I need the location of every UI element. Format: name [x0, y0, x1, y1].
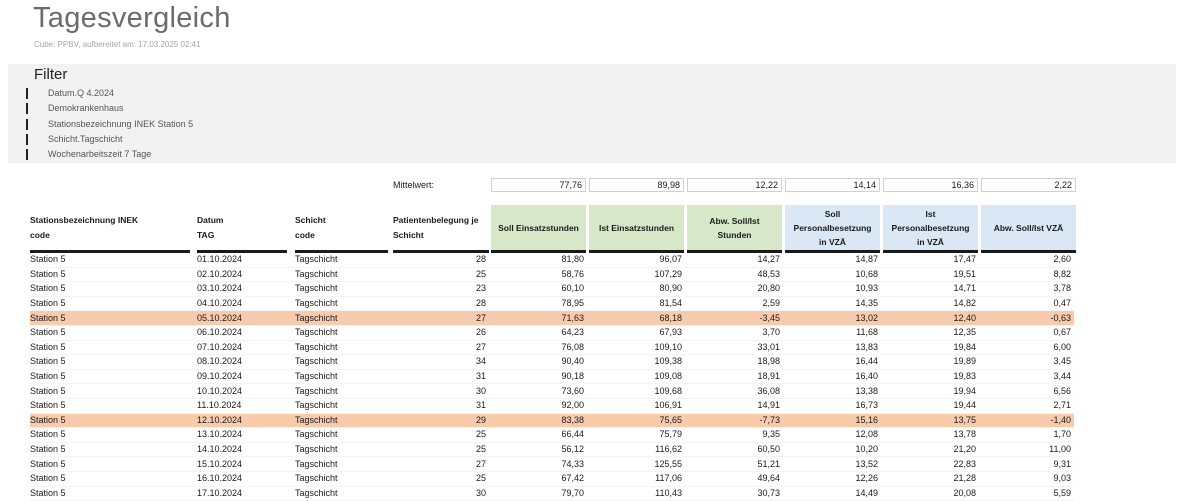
header-soll-stunden-line1: Soll Einsatzstunden	[498, 223, 579, 233]
cell-abw-vza: 6,56	[979, 384, 1074, 399]
cell-schicht: Tagschicht	[295, 413, 393, 428]
header-datum-line2: TAG	[197, 230, 215, 240]
cell-abw-vza: 2,60	[979, 253, 1074, 267]
table-row[interactable]	[30, 457, 1074, 472]
cell-soll-stunden: 76,08	[489, 340, 587, 355]
cell-abw-vza: 6,00	[979, 340, 1074, 355]
cell-abw-vza: 3,78	[979, 282, 1074, 297]
cell-schicht: Tagschicht	[295, 457, 393, 472]
cell-ist-vza: 14,82	[881, 296, 979, 311]
cell-ist-stunden: 117,06	[587, 471, 685, 486]
cell-datum: 11.10.2024	[197, 398, 295, 413]
cell-ist-vza: 12,40	[881, 311, 979, 326]
header-abw-stunden-line1: Abw. Soll/Ist	[709, 216, 760, 226]
cell-abw-vza: 5,59	[979, 486, 1074, 501]
cell-soll-stunden: 83,38	[489, 413, 587, 428]
header-datum-line1: Datum	[197, 215, 224, 225]
cell-schicht: Tagschicht	[295, 267, 393, 282]
cell-abw-vza: 0,47	[979, 296, 1074, 311]
cell-abw-stunden: 51,21	[685, 457, 783, 472]
cell-patienten: 28	[393, 296, 489, 311]
cell-station: Station 5	[30, 457, 197, 472]
header-abw-vza[interactable]	[981, 205, 1076, 251]
cell-abw-stunden: 30,73	[685, 486, 783, 501]
cell-abw-stunden: 18,98	[685, 355, 783, 370]
cell-ist-stunden: 116,62	[587, 442, 685, 457]
cell-soll-stunden: 90,18	[489, 369, 587, 384]
cell-soll-vza: 14,87	[783, 253, 881, 267]
table-body	[30, 253, 1074, 501]
table-row[interactable]	[30, 442, 1074, 457]
mittelwert-abw-vza: 2,22	[981, 178, 1076, 192]
cell-abw-stunden: 36,08	[685, 384, 783, 399]
cell-schicht: Tagschicht	[295, 384, 393, 399]
cell-abw-vza: 2,71	[979, 398, 1074, 413]
header-schicht-line2: code	[295, 230, 315, 240]
header-abw-stunden[interactable]	[687, 205, 782, 251]
cell-schicht: Tagschicht	[295, 398, 393, 413]
cell-soll-vza: 13,02	[783, 311, 881, 326]
table-row[interactable]	[30, 486, 1074, 501]
header-ist-vza-line3: in VZÄ	[917, 237, 944, 247]
cell-ist-vza: 19,89	[881, 355, 979, 370]
cell-soll-vza: 14,49	[783, 486, 881, 501]
cell-station: Station 5	[30, 325, 197, 340]
cell-datum: 10.10.2024	[197, 384, 295, 399]
cell-ist-stunden: 109,68	[587, 384, 685, 399]
cell-abw-stunden: 14,27	[685, 253, 783, 267]
filter-item-label: Demokrankenhaus	[48, 103, 124, 114]
cell-datum: 13.10.2024	[197, 428, 295, 443]
cell-soll-vza: 13,38	[783, 384, 881, 399]
cell-schicht: Tagschicht	[295, 471, 393, 486]
report-title: Tagesvergleich	[33, 2, 231, 34]
filter-item-label: Schicht.Tagschicht	[48, 133, 123, 144]
cell-abw-stunden: 3,70	[685, 325, 783, 340]
cell-abw-vza: 3,45	[979, 355, 1074, 370]
cell-ist-stunden: 68,18	[587, 311, 685, 326]
filter-item-label: Wochenarbeitszeit 7 Tage	[48, 149, 152, 160]
filter-marker	[26, 134, 28, 145]
cell-ist-vza: 12,35	[881, 325, 979, 340]
header-patienten[interactable]	[393, 205, 489, 251]
cell-soll-vza: 12,08	[783, 428, 881, 443]
cell-soll-stunden: 56,12	[489, 442, 587, 457]
cell-station: Station 5	[30, 398, 197, 413]
filter-title: Filter	[34, 66, 68, 83]
cell-ist-stunden: 75,65	[587, 413, 685, 428]
cell-datum: 17.10.2024	[197, 486, 295, 501]
cell-abw-vza: 3,44	[979, 369, 1074, 384]
cell-datum: 09.10.2024	[197, 369, 295, 384]
cell-patienten: 34	[393, 355, 489, 370]
cell-schicht: Tagschicht	[295, 340, 393, 355]
cell-schicht: Tagschicht	[295, 486, 393, 501]
cell-ist-stunden: 81,54	[587, 296, 685, 311]
cell-soll-stunden: 64,23	[489, 325, 587, 340]
mittelwert-ist-vza: 16,36	[883, 178, 978, 192]
cell-schicht: Tagschicht	[295, 311, 393, 326]
cell-schicht: Tagschicht	[295, 428, 393, 443]
cell-abw-stunden: 33,01	[685, 340, 783, 355]
cell-ist-vza: 17,47	[881, 253, 979, 267]
cell-patienten: 25	[393, 267, 489, 282]
cell-soll-vza: 13,52	[783, 457, 881, 472]
cell-schicht: Tagschicht	[295, 325, 393, 340]
filter-item[interactable]	[26, 86, 193, 101]
cell-ist-vza: 19,94	[881, 384, 979, 399]
cell-patienten: 23	[393, 282, 489, 297]
cell-abw-stunden: 20,80	[685, 282, 783, 297]
cell-soll-stunden: 78,95	[489, 296, 587, 311]
table-row[interactable]	[30, 340, 1074, 355]
filter-item[interactable]	[26, 132, 193, 147]
cell-abw-stunden: 2,59	[685, 296, 783, 311]
cell-ist-stunden: 96,07	[587, 253, 685, 267]
cell-schicht: Tagschicht	[295, 355, 393, 370]
cell-abw-stunden: 49,64	[685, 471, 783, 486]
filter-marker	[26, 149, 28, 160]
cell-station: Station 5	[30, 296, 197, 311]
cell-ist-vza: 13,75	[881, 413, 979, 428]
cell-datum: 05.10.2024	[197, 311, 295, 326]
header-soll-vza-line1: Soll	[824, 209, 841, 219]
cell-station: Station 5	[30, 486, 197, 501]
filter-list	[26, 86, 193, 162]
cell-patienten: 26	[393, 325, 489, 340]
header-schicht[interactable]	[295, 205, 385, 251]
cell-soll-vza: 10,68	[783, 267, 881, 282]
cell-station: Station 5	[30, 442, 197, 457]
cell-soll-vza: 10,20	[783, 442, 881, 457]
cell-soll-vza: 11,68	[783, 325, 881, 340]
cell-datum: 02.10.2024	[197, 267, 295, 282]
header-station[interactable]	[30, 205, 190, 251]
filter-item-label: Stationsbezeichnung INEK Station 5	[48, 118, 194, 129]
cell-schicht: Tagschicht	[295, 253, 393, 267]
cell-patienten: 31	[393, 398, 489, 413]
cell-patienten: 25	[393, 442, 489, 457]
cell-abw-stunden: 60,50	[685, 442, 783, 457]
cell-soll-stunden: 74,33	[489, 457, 587, 472]
header-station-line2: code	[30, 230, 50, 240]
cell-station: Station 5	[30, 471, 197, 486]
cell-soll-stunden: 66,44	[489, 428, 587, 443]
cell-abw-stunden: 48,53	[685, 267, 783, 282]
table-row[interactable]	[30, 413, 1074, 428]
cell-datum: 14.10.2024	[197, 442, 295, 457]
cell-soll-stunden: 90,40	[489, 355, 587, 370]
cell-soll-stunden: 79,70	[489, 486, 587, 501]
cell-patienten: 25	[393, 428, 489, 443]
filter-item-label: Datum.Q 4.2024	[48, 88, 115, 98]
cell-ist-vza: 21,28	[881, 471, 979, 486]
cell-ist-vza: 14,71	[881, 282, 979, 297]
header-abw-vza-line1: Abw. Soll/Ist VZÄ	[993, 223, 1064, 233]
cell-ist-stunden: 75,79	[587, 428, 685, 443]
cell-station: Station 5	[30, 340, 197, 355]
cell-station: Station 5	[30, 267, 197, 282]
cell-ist-stunden: 67,93	[587, 325, 685, 340]
report-subtitle: Cube: PPBV, aufbereitet am: 17.03.2025 02:41	[34, 40, 201, 49]
mittelwert-ist-stunden: 89,98	[589, 178, 684, 192]
cell-ist-vza: 13,78	[881, 428, 979, 443]
table-row[interactable]	[30, 384, 1074, 399]
cell-ist-vza: 22,83	[881, 457, 979, 472]
cell-datum: 16.10.2024	[197, 471, 295, 486]
cell-soll-vza: 13,83	[783, 340, 881, 355]
cell-abw-stunden: 14,91	[685, 398, 783, 413]
cell-station: Station 5	[30, 355, 197, 370]
header-soll-vza[interactable]	[785, 205, 880, 251]
cell-soll-stunden: 73,60	[489, 384, 587, 399]
header-abw-stunden-line2: Stunden	[717, 230, 752, 240]
header-ist-vza[interactable]	[883, 205, 978, 251]
cell-abw-stunden: 18,91	[685, 369, 783, 384]
filter-item[interactable]	[26, 117, 193, 132]
cell-datum: 15.10.2024	[197, 457, 295, 472]
cell-schicht: Tagschicht	[295, 369, 393, 384]
table-row[interactable]	[30, 398, 1074, 413]
cell-abw-vza: 8,82	[979, 267, 1074, 282]
cell-schicht: Tagschicht	[295, 282, 393, 297]
cell-ist-vza: 19,44	[881, 398, 979, 413]
header-ist-vza-line1: Ist	[925, 209, 936, 219]
cell-soll-vza: 10,93	[783, 282, 881, 297]
table-row[interactable]	[30, 267, 1074, 282]
header-datum[interactable]	[197, 205, 287, 251]
cell-soll-vza: 15,16	[783, 413, 881, 428]
data-table	[30, 253, 1074, 501]
cell-ist-vza: 19,83	[881, 369, 979, 384]
cell-ist-stunden: 106,91	[587, 398, 685, 413]
cell-abw-stunden: -3,45	[685, 311, 783, 326]
cell-schicht: Tagschicht	[295, 296, 393, 311]
header-soll-vza-line2: Personalbesetzung	[793, 223, 872, 233]
header-soll-stunden[interactable]	[491, 205, 586, 251]
header-soll-vza-line3: in VZÄ	[819, 237, 846, 247]
cell-station: Station 5	[30, 369, 197, 384]
cell-patienten: 30	[393, 486, 489, 501]
table-row[interactable]	[30, 253, 1074, 267]
cell-patienten: 27	[393, 340, 489, 355]
cell-datum: 01.10.2024	[197, 253, 295, 267]
filter-panel	[8, 64, 1176, 163]
cell-soll-stunden: 60,10	[489, 282, 587, 297]
cell-abw-vza: 0,67	[979, 325, 1074, 340]
cell-abw-vza: 9,31	[979, 457, 1074, 472]
cell-station: Station 5	[30, 413, 197, 428]
filter-item[interactable]	[26, 101, 193, 116]
cell-soll-vza: 16,40	[783, 369, 881, 384]
cell-patienten: 27	[393, 311, 489, 326]
cell-ist-stunden: 110,43	[587, 486, 685, 501]
cell-soll-vza: 16,44	[783, 355, 881, 370]
cell-ist-vza: 19,84	[881, 340, 979, 355]
cell-schicht: Tagschicht	[295, 442, 393, 457]
cell-datum: 07.10.2024	[197, 340, 295, 355]
cell-ist-vza: 19,51	[881, 267, 979, 282]
cell-abw-vza: 1,70	[979, 428, 1074, 443]
filter-item[interactable]	[26, 147, 193, 162]
cell-station: Station 5	[30, 253, 197, 267]
cell-ist-stunden: 80,90	[587, 282, 685, 297]
cell-ist-vza: 21,20	[881, 442, 979, 457]
table-row[interactable]	[30, 311, 1074, 326]
header-schicht-line1: Schicht	[295, 215, 326, 225]
table-row[interactable]	[30, 282, 1074, 297]
cell-datum: 06.10.2024	[197, 325, 295, 340]
header-ist-stunden[interactable]	[589, 205, 684, 251]
cell-datum: 04.10.2024	[197, 296, 295, 311]
cell-ist-stunden: 125,55	[587, 457, 685, 472]
cell-patienten: 29	[393, 413, 489, 428]
cell-soll-vza: 16,73	[783, 398, 881, 413]
cell-abw-vza: -1,40	[979, 413, 1074, 428]
cell-soll-stunden: 67,42	[489, 471, 587, 486]
table-row[interactable]	[30, 325, 1074, 340]
table-row[interactable]	[30, 355, 1074, 370]
cell-ist-stunden: 107,29	[587, 267, 685, 282]
mittelwert-label: Mittelwert:	[393, 180, 435, 190]
cell-soll-stunden: 58,76	[489, 267, 587, 282]
header-patienten-line2: Schicht	[393, 230, 424, 240]
cell-abw-vza: 9,03	[979, 471, 1074, 486]
cell-datum: 03.10.2024	[197, 282, 295, 297]
cell-abw-vza: 11,00	[979, 442, 1074, 457]
cell-station: Station 5	[30, 282, 197, 297]
filter-marker	[26, 103, 28, 114]
cell-patienten: 25	[393, 471, 489, 486]
mittelwert-soll-vza: 14,14	[785, 178, 880, 192]
cell-soll-stunden: 81,80	[489, 253, 587, 267]
header-ist-stunden-line1: Ist Einsatzstunden	[598, 223, 675, 233]
cell-soll-vza: 12,26	[783, 471, 881, 486]
cell-patienten: 31	[393, 369, 489, 384]
cell-abw-stunden: 9,35	[685, 428, 783, 443]
cell-station: Station 5	[30, 311, 197, 326]
cell-datum: 08.10.2024	[197, 355, 295, 370]
cell-abw-stunden: -7,73	[685, 413, 783, 428]
table-row[interactable]	[30, 296, 1074, 311]
mittelwert-abw-stunden: 12,22	[687, 178, 782, 192]
cell-station: Station 5	[30, 428, 197, 443]
cell-patienten: 27	[393, 457, 489, 472]
cell-patienten: 28	[393, 253, 489, 267]
cell-ist-stunden: 109,08	[587, 369, 685, 384]
cell-datum: 12.10.2024	[197, 413, 295, 428]
cell-abw-vza: -0,63	[979, 311, 1074, 326]
filter-marker	[26, 88, 28, 99]
cell-station: Station 5	[30, 384, 197, 399]
header-patienten-line1: Patientenbelegung je	[393, 215, 479, 225]
header-ist-vza-line2: Personalbesetzung	[891, 223, 970, 233]
table-row[interactable]	[30, 369, 1074, 384]
mittelwert-soll-stunden: 77,76	[491, 178, 586, 192]
cell-soll-stunden: 92,00	[489, 398, 587, 413]
cell-ist-vza: 20,08	[881, 486, 979, 501]
cell-ist-stunden: 109,38	[587, 355, 685, 370]
table-row[interactable]	[30, 428, 1074, 443]
filter-marker	[26, 119, 28, 130]
cell-soll-vza: 14,35	[783, 296, 881, 311]
cell-patienten: 30	[393, 384, 489, 399]
cell-soll-stunden: 71,63	[489, 311, 587, 326]
cell-ist-stunden: 109,10	[587, 340, 685, 355]
header-station-line1: Stationsbezeichnung INEK	[30, 215, 139, 225]
